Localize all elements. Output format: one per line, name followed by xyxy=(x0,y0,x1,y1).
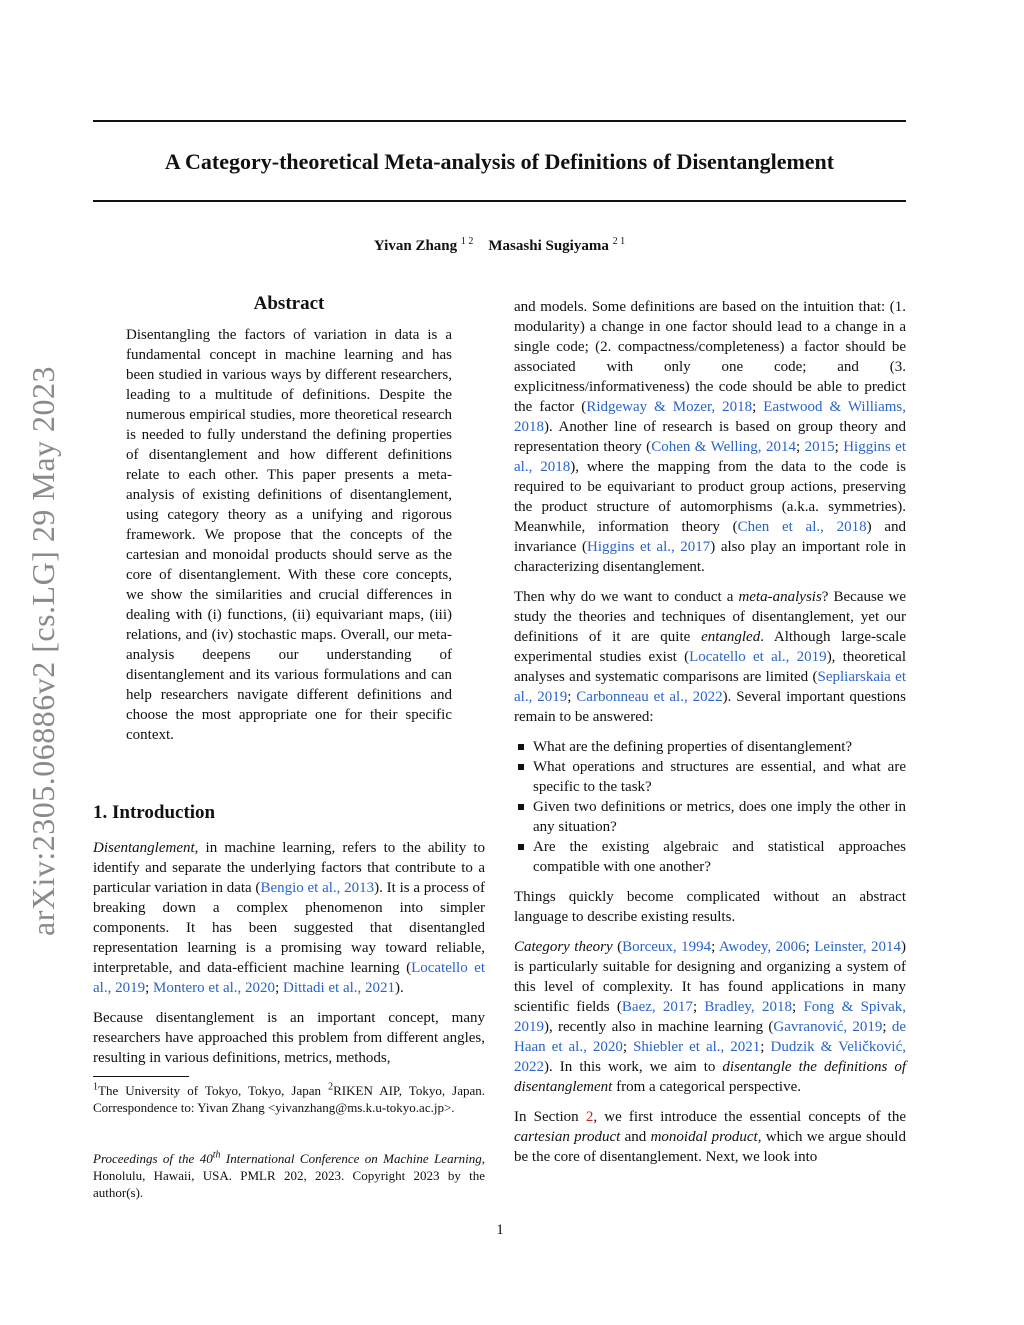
text-run: th xyxy=(212,1149,221,1161)
text-run: ), recently also in machine learning ( xyxy=(544,1019,774,1035)
text-run: and xyxy=(620,1129,651,1145)
citation-link[interactable]: 2015 xyxy=(804,439,835,455)
emphasis: entangled xyxy=(701,629,761,645)
list-item-text: Given two definitions or metrics, does one imply the other in any situation? xyxy=(533,799,906,835)
text-run: ? Because we study the theories and techniques of disentanglement, yet our definitions of it are quite xyxy=(514,589,907,645)
text-run: ). Another line of research is based on group theory and representation theory ( xyxy=(514,419,906,455)
citation-link[interactable]: Locatello et al., 2019 xyxy=(689,649,827,665)
citation-link[interactable]: Cohen & Welling, 2014 xyxy=(651,439,796,455)
author-name: Masashi Sugiyama xyxy=(488,238,609,254)
citation-link[interactable]: Bradley, 2018 xyxy=(704,999,792,1015)
text-run: ( xyxy=(612,939,623,955)
citation-link[interactable]: de Haan et al., 2020 xyxy=(514,1019,907,1055)
text-run: from a categorical perspective. xyxy=(612,1079,801,1095)
text-run: ). In this work, we aim to xyxy=(544,1059,723,1075)
text-run: Proceedings of the xyxy=(93,1151,200,1166)
square-bullet-icon xyxy=(518,764,524,770)
citation-link[interactable]: Awodey, 2006 xyxy=(718,939,806,955)
citation-link[interactable]: Borceux, 1994 xyxy=(622,939,712,955)
citation-link[interactable]: Higgins et al., 2018 xyxy=(514,439,906,475)
paragraph xyxy=(514,587,906,727)
list-item-text: What operations and structures are essential, and what are specific to the task? xyxy=(533,759,906,795)
left-column-body xyxy=(93,838,485,1078)
citation-link[interactable]: Baez, 2017 xyxy=(621,999,693,1015)
emphasis: meta-analysis xyxy=(738,589,822,605)
author-affiliation: 1 2 xyxy=(460,236,474,247)
paragraph xyxy=(514,937,906,1097)
abstract-body: Disentangling the factors of variation in data is a fundamental concept in machine learning and has been studied in various ways by different researchers, leading to a multitude of definitions. Despite the numerous empirical studies, more theoretical research is needed to fully understand the defining properties of disentanglement and how different definitions relate to each other. This paper presents a meta-analysis of existing definitions of disentanglement, using category theory as a unifying and rigorous framework. We propose that the concepts of the cartesian and monoidal products should serve as the core of disentanglement. With these core concepts, we show the similarities and crucial differences in dealing with (i) functions, (ii) equivariant maps, (iii) relations, and (iv) stochastic maps. Overall, our meta-analysis deepens our understanding of disentanglement and its various formulations and can help researchers navigate different definitions and choose the most appropriate one for their specific context. xyxy=(126,327,452,743)
text-run: , in machine learning, refers to the ability to identify and separate the underlying factors that contribute to a particular variation in data ( xyxy=(93,840,485,896)
text-run: ; xyxy=(692,999,705,1015)
citation-link[interactable]: Dudzik & Veličković, 2022 xyxy=(514,1039,906,1075)
text-run: In Section xyxy=(514,1109,586,1125)
list-item-text: What are the defining properties of disentanglement? xyxy=(533,739,853,755)
paragraph xyxy=(93,838,485,998)
citation-link[interactable]: Eastwood & Williams, 2018 xyxy=(514,399,906,435)
list-item xyxy=(514,737,906,757)
text-run: International Conference on Machine Learning xyxy=(220,1151,482,1166)
text-run: , we first introduce the essential concepts of the xyxy=(593,1109,906,1125)
text-run: ; xyxy=(567,689,577,705)
square-bullet-icon xyxy=(518,804,524,810)
text-run: ) is particularly suitable for designing and organizing a system of this level of complexity. It has found applications in many scientific fields ( xyxy=(514,939,907,1015)
text-run: , which we argue should be the core of disentanglement. Next, we look into xyxy=(514,1129,906,1165)
square-bullet-icon xyxy=(518,744,524,750)
citation-link[interactable]: Gavranović, 2019 xyxy=(773,1019,883,1035)
text-run: RIKEN AIP, Tokyo, Japan. Correspondence to: Yivan Zhang <yivanzhang@ms.k.u-tokyo.ac.jp>. xyxy=(93,1083,486,1115)
text-run: ; xyxy=(275,980,283,996)
text-run: ; xyxy=(795,439,805,455)
paragraph xyxy=(514,1107,906,1167)
footnote-marker: 2 xyxy=(328,1081,334,1093)
citation-link[interactable]: Ridgeway & Mozer, 2018 xyxy=(586,399,753,415)
author-list xyxy=(93,236,906,256)
citation-link[interactable]: Bengio et al., 2013 xyxy=(260,880,375,896)
text-run: ) also play an important role in characterizing disentanglement. xyxy=(514,539,907,575)
text-run: , Honolulu, Hawaii, USA. PMLR 202, 2023. Copyright 2023 by the author(s). xyxy=(93,1151,485,1200)
text-run: ; xyxy=(760,1039,771,1055)
text-run: ), where the mapping from the data to the code is required to be equivariant to product group actions, preserving the product structure of automorphisms (a.k.a. symmetries). Meanwhile, information theory ( xyxy=(514,459,906,535)
citation-link[interactable]: Montero et al., 2020 xyxy=(153,980,276,996)
text-run: and models. Some definitions are based on the intuition that: (1. modularity) a change in one factor should lead to a change in a single code; (2. compactness/completeness) a factor should be associated with only one code; and (3. explicitness/informativeness) the code should be able to predict the factor ( xyxy=(514,299,906,415)
text-run: ; xyxy=(791,999,804,1015)
text-run: ; xyxy=(145,980,153,996)
paper-title: A Category-theoretical Meta-analysis of Definitions of Disentanglement xyxy=(164,149,835,174)
text-run: 40 xyxy=(199,1151,213,1166)
arxiv-watermark: arXiv:2305.06886v2 [cs.LG] 29 May 2023 xyxy=(25,365,61,936)
text-run: ; xyxy=(834,439,844,455)
text-run: ). It is a process of breaking down a complex phenomenon into simpler components. It has been suggested that disentangled representation learning is a promising way toward reliable, interpretable, and data-efficient machine learning ( xyxy=(93,880,485,976)
citation-link[interactable]: Shiebler et al., 2021 xyxy=(633,1039,761,1055)
right-column-body xyxy=(514,297,906,1177)
emphasis: monoidal product xyxy=(650,1129,758,1145)
section-heading-introduction: 1. Introduction xyxy=(93,802,216,823)
footnote-marker: 1 xyxy=(93,1081,98,1093)
page-number: 1 xyxy=(496,1222,504,1238)
emphasis: Disentanglement xyxy=(93,840,195,856)
emphasis: disentangle the definitions of disentanglement xyxy=(514,1059,906,1095)
text-run: ; xyxy=(882,1019,892,1035)
citation-link[interactable]: Sepliarskaia et al., 2019 xyxy=(514,669,906,705)
citation-link[interactable]: Leinster, 2014 xyxy=(814,939,902,955)
text-run: ; xyxy=(711,939,719,955)
text-run: . Although large-scale experimental studies exist ( xyxy=(514,629,906,665)
question-list xyxy=(514,737,906,877)
paragraph xyxy=(514,297,906,577)
affiliation-footnote xyxy=(93,1082,485,1116)
citation-link[interactable]: Carbonneau et al., 2022 xyxy=(576,689,723,705)
text-run: ; xyxy=(752,399,764,415)
emphasis: Category theory xyxy=(514,939,613,955)
text-run: Then why do we want to conduct a xyxy=(514,589,739,605)
footnote-rule xyxy=(93,1076,189,1077)
proceedings-note xyxy=(93,1150,485,1201)
text-run: ). xyxy=(395,980,404,996)
list-item-text: Are the existing algebraic and statistical approaches compatible with one another? xyxy=(533,839,906,875)
citation-link[interactable]: Dittadi et al., 2021 xyxy=(282,980,396,996)
author-affiliation: 2 1 xyxy=(612,236,626,247)
text-run: ; xyxy=(805,939,815,955)
paragraph: Things quickly become complicated without an abstract language to describe existing results. xyxy=(514,889,906,925)
emphasis: cartesian product xyxy=(514,1129,621,1145)
title-top-rule xyxy=(93,120,906,122)
citation-link[interactable]: Locatello et al., 2019 xyxy=(93,960,485,996)
list-item xyxy=(514,837,906,877)
text-run: ). Several important questions remain to be answered: xyxy=(514,689,907,725)
list-item xyxy=(514,797,906,837)
square-bullet-icon xyxy=(518,844,524,850)
text-run: ; xyxy=(622,1039,634,1055)
citation-link[interactable]: Chen et al., 2018 xyxy=(737,519,867,535)
paragraph: Because disentanglement is an important concept, many researchers have approached this problem from different angles, resulting in various definitions, metrics, methods, xyxy=(93,1010,485,1066)
abstract-heading: Abstract xyxy=(253,293,325,314)
list-item xyxy=(514,757,906,797)
text-run: ), theoretical analyses and systematic comparisons are limited ( xyxy=(514,649,906,685)
citation-link[interactable]: Fong & Spivak, 2019 xyxy=(514,999,907,1035)
section-reference-link[interactable]: 2 xyxy=(585,1109,594,1125)
citation-link[interactable]: Higgins et al., 2017 xyxy=(587,539,711,555)
author-name: Yivan Zhang xyxy=(373,238,458,254)
title-bottom-rule xyxy=(93,200,906,202)
text-run: The University of Tokyo, Tokyo, Japan xyxy=(98,1083,329,1098)
text-run: ) and invariance ( xyxy=(514,519,906,555)
